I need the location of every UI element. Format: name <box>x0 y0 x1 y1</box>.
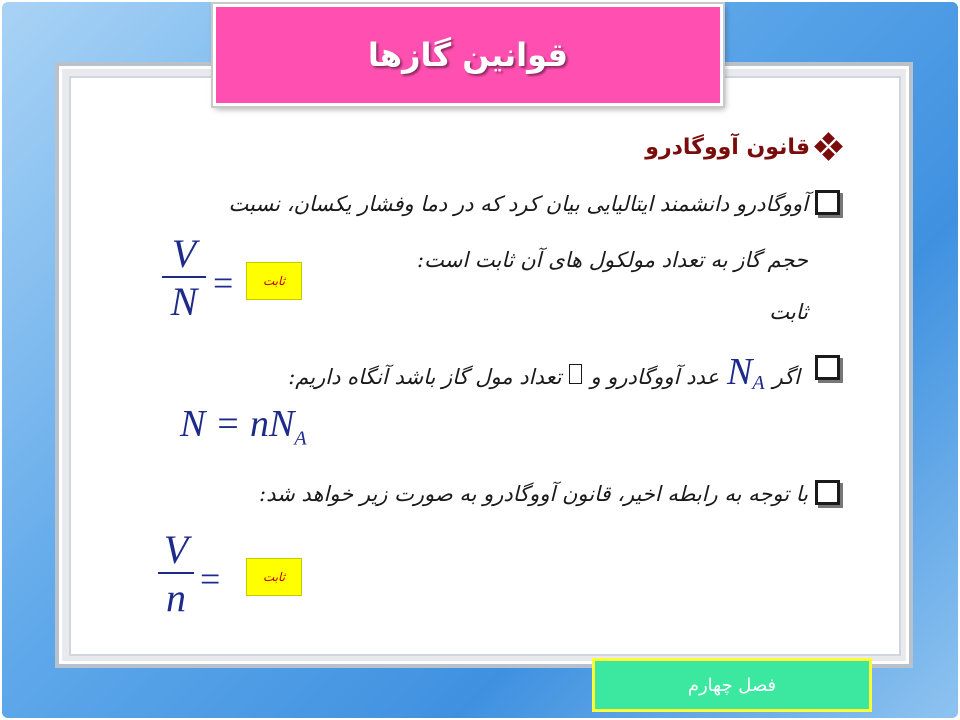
bullet1-line3: ثابت <box>769 300 808 324</box>
eq1-fraction <box>162 232 206 326</box>
eq2-main: N = nN <box>180 403 295 445</box>
diamond-bullet-icon <box>816 134 842 160</box>
eq3-fraction <box>158 528 194 622</box>
bullet1-line2: حجم گاز به تعداد مولکول های آن ثابت است: <box>417 248 808 272</box>
heading-text: قانون آووگادرو <box>645 134 810 160</box>
checkbox-bullet-icon <box>815 190 840 215</box>
avogadro-symbol <box>727 350 765 405</box>
avogadro-symbol-sub: A <box>752 372 765 395</box>
eq3-constant: ثابت <box>246 558 302 596</box>
bullet3-line: با توجه به رابطه اخیر، قانون آووگادرو به صورت زیر خواهد شد: <box>259 482 808 506</box>
eq3-denominator: n <box>166 575 186 620</box>
eq3-equals: = <box>200 559 221 599</box>
eq1-constant: ثابت <box>246 262 302 300</box>
eq3-numerator: V <box>163 527 189 572</box>
bullet1-line1: آووگادرو دانشمند ایتالیایی بیان کرد که در دما وفشار یکسان، نسبت <box>228 192 808 216</box>
bullet2-line <box>288 350 800 405</box>
bullet2-part1: اگر <box>772 365 800 389</box>
chapter-footer <box>592 658 872 712</box>
section-heading <box>645 134 842 160</box>
title-banner <box>213 4 723 106</box>
footer-text: فصل چهارم <box>687 674 777 696</box>
eq1-equals: = <box>213 263 234 303</box>
eq2-formula <box>180 402 307 451</box>
checkbox-bullet-icon <box>815 355 840 380</box>
eq1-denominator: N <box>170 279 198 324</box>
slide-title: قوانین گازها <box>367 36 569 74</box>
checkbox-bullet-icon <box>815 480 840 505</box>
eq1-numerator: V <box>171 231 197 276</box>
bullet2-part2: عدد آووگادرو و <box>590 365 719 389</box>
bullet2-part3: تعداد مول گاز باشد آنگاه داریم: <box>288 365 562 389</box>
avogadro-symbol-main: N <box>727 351 753 393</box>
missing-glyph-icon <box>569 364 582 384</box>
eq2-subscript: A <box>294 427 307 450</box>
